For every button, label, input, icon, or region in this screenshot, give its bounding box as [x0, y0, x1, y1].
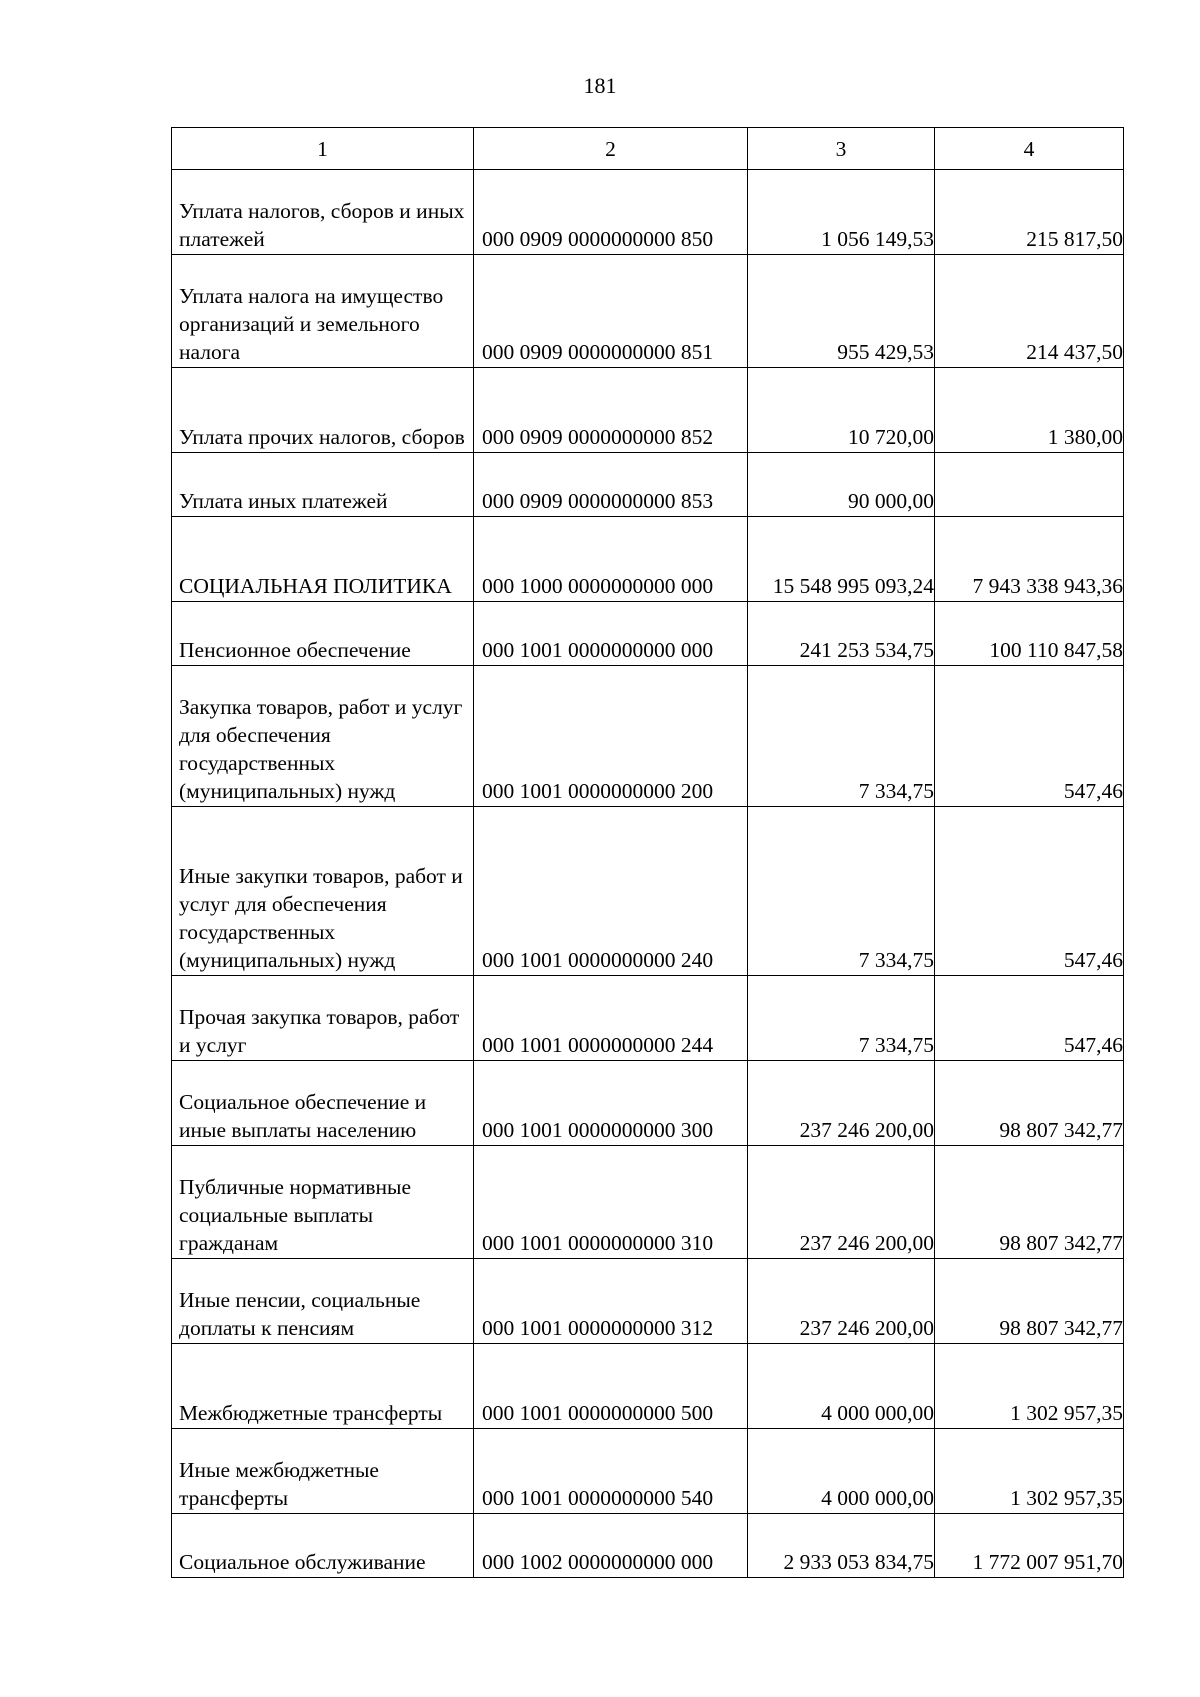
- row-value-col3: 7 334,75: [748, 807, 935, 976]
- row-name: Социальное обслуживание: [172, 1514, 474, 1578]
- row-value-col3: 7 334,75: [748, 666, 935, 807]
- table-row: [172, 976, 1124, 1061]
- row-code: 000 1001 0000000000 312: [474, 1259, 748, 1344]
- row-value-col4: 215 817,50: [935, 170, 1124, 255]
- header-col-2: 2: [474, 128, 748, 170]
- row-code: 000 1001 0000000000 000: [474, 602, 748, 666]
- row-name: Социальное обеспечение и иные выплаты населению: [172, 1061, 474, 1146]
- row-value-col3: 10 720,00: [748, 368, 935, 453]
- header-row: [172, 128, 1124, 170]
- row-value-col4: 547,46: [935, 807, 1124, 976]
- row-code: 000 1001 0000000000 200: [474, 666, 748, 807]
- table-row: [172, 602, 1124, 666]
- row-value-col4: 98 807 342,77: [935, 1061, 1124, 1146]
- row-name: Межбюджетные трансферты: [172, 1344, 474, 1429]
- row-value-col3: 237 246 200,00: [748, 1259, 935, 1344]
- row-code: 000 0909 0000000000 852: [474, 368, 748, 453]
- row-value-col3: 4 000 000,00: [748, 1429, 935, 1514]
- row-value-col3: 90 000,00: [748, 453, 935, 517]
- row-value-col3: 237 246 200,00: [748, 1146, 935, 1259]
- row-value-col3: 237 246 200,00: [748, 1061, 935, 1146]
- budget-table: [171, 127, 1124, 1578]
- row-value-col4: 100 110 847,58: [935, 602, 1124, 666]
- row-value-col4: [935, 453, 1124, 517]
- row-value-col4: 1 772 007 951,70: [935, 1514, 1124, 1578]
- row-value-col3: 1 056 149,53: [748, 170, 935, 255]
- row-code: 000 1001 0000000000 500: [474, 1344, 748, 1429]
- row-name: Публичные нормативные социальные выплаты гражданам: [172, 1146, 474, 1259]
- row-value-col4: 1 302 957,35: [935, 1429, 1124, 1514]
- row-name: Уплата иных платежей: [172, 453, 474, 517]
- table-row: [172, 1429, 1124, 1514]
- header-col-3: 3: [748, 128, 935, 170]
- row-value-col3: 241 253 534,75: [748, 602, 935, 666]
- row-name: Прочая закупка товаров, работ и услуг: [172, 976, 474, 1061]
- page-number: 181: [583, 73, 617, 98]
- table-row: [172, 807, 1124, 976]
- row-value-col4: 214 437,50: [935, 255, 1124, 368]
- row-value-col3: 7 334,75: [748, 976, 935, 1061]
- table-row: [172, 368, 1124, 453]
- row-code: 000 1000 0000000000 000: [474, 517, 748, 602]
- table-row: [172, 666, 1124, 807]
- row-value-col4: 1 380,00: [935, 368, 1124, 453]
- row-name: Уплата налога на имущество организаций и земельного налога: [172, 255, 474, 368]
- row-value-col3: 4 000 000,00: [748, 1344, 935, 1429]
- row-name: Закупка товаров, работ и услуг для обеспечения государственных (муниципальных) нужд: [172, 666, 474, 807]
- row-value-col3: 955 429,53: [748, 255, 935, 368]
- row-value-col4: 547,46: [935, 666, 1124, 807]
- header-col-1: 1: [172, 128, 474, 170]
- row-value-col4: 547,46: [935, 976, 1124, 1061]
- table-row: [172, 1061, 1124, 1146]
- row-name: Уплата прочих налогов, сборов: [172, 368, 474, 453]
- row-code: 000 0909 0000000000 850: [474, 170, 748, 255]
- row-value-col4: 98 807 342,77: [935, 1259, 1124, 1344]
- row-code: 000 0909 0000000000 853: [474, 453, 748, 517]
- row-code: 000 1001 0000000000 244: [474, 976, 748, 1061]
- table-row: [172, 1259, 1124, 1344]
- table-row: [172, 1146, 1124, 1259]
- row-code: 000 1001 0000000000 310: [474, 1146, 748, 1259]
- row-name: Уплата налогов, сборов и иных платежей: [172, 170, 474, 255]
- budget-table-body: [172, 128, 1124, 1578]
- table-row: [172, 170, 1124, 255]
- table-row: [172, 453, 1124, 517]
- table-row: [172, 517, 1124, 602]
- row-value-col4: 1 302 957,35: [935, 1344, 1124, 1429]
- table-row: [172, 1514, 1124, 1578]
- row-name: Иные межбюджетные трансферты: [172, 1429, 474, 1514]
- row-value-col4: 7 943 338 943,36: [935, 517, 1124, 602]
- header-col-4: 4: [935, 128, 1124, 170]
- row-name: Пенсионное обеспечение: [172, 602, 474, 666]
- row-code: 000 0909 0000000000 851: [474, 255, 748, 368]
- row-name: Иные закупки товаров, работ и услуг для обеспечения государственных (муниципальных) нужд: [172, 807, 474, 976]
- row-name: СОЦИАЛЬНАЯ ПОЛИТИКА: [172, 517, 474, 602]
- row-code: 000 1002 0000000000 000: [474, 1514, 748, 1578]
- row-code: 000 1001 0000000000 240: [474, 807, 748, 976]
- row-code: 000 1001 0000000000 300: [474, 1061, 748, 1146]
- row-value-col3: 2 933 053 834,75: [748, 1514, 935, 1578]
- row-value-col4: 98 807 342,77: [935, 1146, 1124, 1259]
- row-code: 000 1001 0000000000 540: [474, 1429, 748, 1514]
- table-row: [172, 1344, 1124, 1429]
- row-name: Иные пенсии, социальные доплаты к пенсиям: [172, 1259, 474, 1344]
- row-value-col3: 15 548 995 093,24: [748, 517, 935, 602]
- table-row: [172, 255, 1124, 368]
